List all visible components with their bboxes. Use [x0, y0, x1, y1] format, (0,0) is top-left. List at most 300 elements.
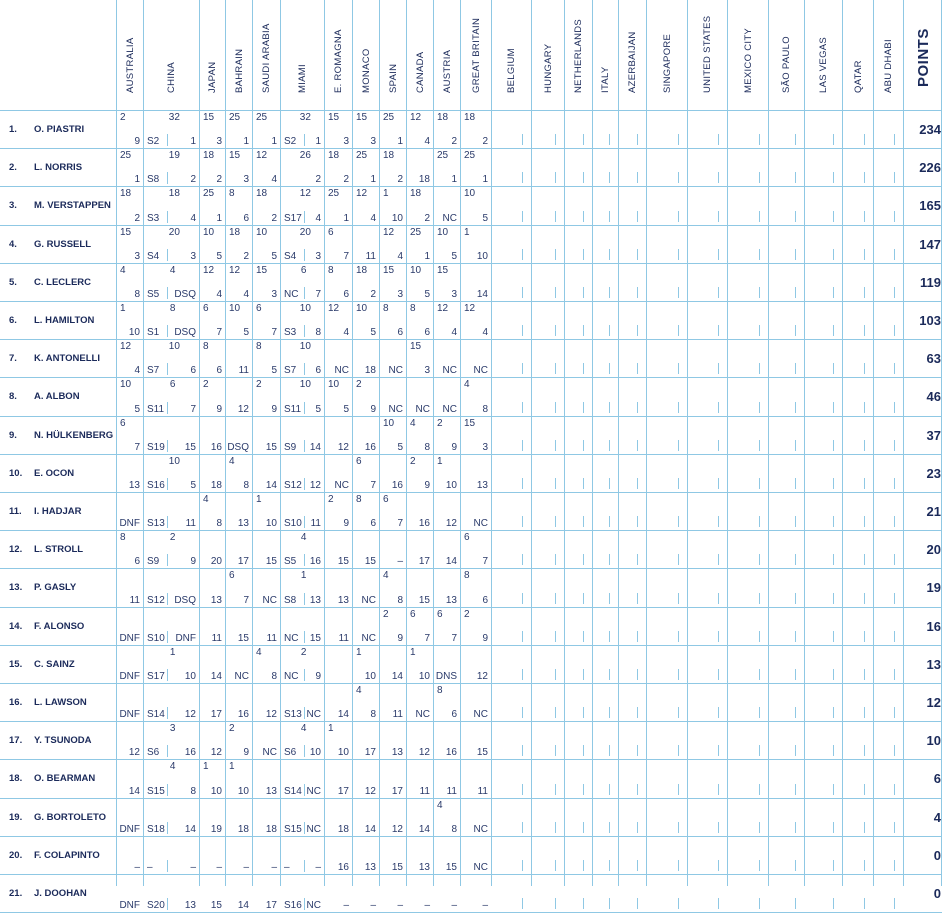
race-header [324, 0, 352, 110]
race-points: 18 [437, 112, 449, 123]
result-cell [491, 530, 531, 568]
race-finish: NC [415, 403, 430, 415]
result-cell [252, 645, 280, 683]
sprint-divider [167, 822, 168, 834]
sprint-divider [167, 516, 168, 528]
empty-result-tick [637, 860, 638, 871]
empty-result-tick [609, 516, 610, 527]
race-finish: 1 [243, 136, 249, 148]
result-cell [352, 377, 379, 415]
result-cell [406, 454, 433, 492]
sprint-result: S9 [147, 556, 160, 568]
driver-name: L. LAWSON [34, 697, 87, 708]
result-cell [143, 301, 199, 339]
race-finish: 1 [370, 174, 376, 186]
empty-result-tick [555, 860, 556, 871]
empty-result-tick [759, 593, 760, 604]
result-cell [768, 263, 804, 301]
sprint-result: S11 [284, 403, 302, 415]
result-cell [280, 836, 324, 874]
result-cell [804, 530, 842, 568]
empty-result-tick [609, 440, 610, 451]
race-finish: 13 [184, 900, 196, 912]
driver-points: 0 [933, 847, 941, 863]
race-points: 26 [299, 150, 311, 162]
empty-result-tick [718, 172, 719, 183]
race-finish: 18 [418, 174, 430, 186]
race-points: 19 [168, 150, 180, 162]
result-cell [646, 416, 687, 454]
race-finish: 12 [184, 709, 196, 721]
result-cell [406, 492, 433, 530]
empty-result-tick [609, 898, 610, 909]
race-header [646, 0, 687, 110]
race-finish: 2 [216, 174, 222, 186]
race-finish: 11 [392, 709, 403, 721]
result-cell [768, 225, 804, 263]
race-points: 4 [169, 264, 176, 276]
race-header-label: GREAT BRITAIN [470, 17, 482, 93]
empty-result-tick [795, 784, 796, 795]
sprint-result: S5 [284, 556, 297, 568]
race-finish: 11 [211, 632, 222, 644]
race-finish: 2 [370, 288, 376, 300]
result-cell [618, 530, 646, 568]
empty-result-tick [522, 822, 523, 833]
sprint-divider [167, 554, 168, 566]
empty-result-tick [894, 631, 895, 642]
race-finish: 10 [265, 518, 277, 530]
result-cell [406, 683, 433, 721]
result-cell [225, 683, 252, 721]
result-cell [433, 377, 460, 415]
empty-result-tick [678, 249, 679, 260]
result-cell [252, 301, 280, 339]
result-cell [842, 683, 873, 721]
empty-result-tick [637, 134, 638, 145]
result-cell [531, 110, 564, 148]
race-finish: NC [442, 365, 457, 377]
empty-result-tick [795, 860, 796, 871]
empty-result-tick [864, 860, 865, 871]
result-cell [116, 683, 143, 721]
empty-result-tick [833, 325, 834, 336]
sprint-divider [304, 593, 305, 605]
result-cell [352, 836, 379, 874]
sprint-divider [304, 325, 305, 337]
sprint-divider [167, 134, 168, 146]
race-finish: 11 [266, 632, 277, 644]
result-cell [433, 263, 460, 301]
driver-points: 12 [926, 695, 941, 710]
race-finish: 15 [237, 632, 249, 644]
race-finish: 9 [451, 441, 457, 453]
result-cell [842, 721, 873, 759]
result-cell [592, 759, 618, 797]
result-cell [768, 568, 804, 606]
empty-result-tick [759, 363, 760, 374]
result-cell [564, 377, 592, 415]
result-cell [460, 798, 491, 836]
result-cell [352, 225, 379, 263]
result-cell [143, 874, 199, 912]
result-cell [491, 492, 531, 530]
result-cell [491, 454, 531, 492]
result-cell [491, 874, 531, 912]
empty-result-tick [795, 593, 796, 604]
result-cell [460, 492, 491, 530]
race-points: 6 [300, 264, 307, 276]
empty-result-tick [678, 707, 679, 718]
driver-position: 3. [9, 200, 17, 212]
result-cell [143, 492, 199, 530]
result-cell [352, 492, 379, 530]
race-finish: 1 [216, 212, 222, 224]
race-finish: 8 [424, 441, 430, 453]
result-cell [199, 416, 225, 454]
result-cell [842, 454, 873, 492]
result-cell [143, 225, 199, 263]
driver-points: 37 [926, 427, 941, 443]
race-points: 4 [169, 761, 176, 773]
race-finish: 15 [391, 861, 403, 873]
result-cell [768, 607, 804, 645]
race-header-label: ABU DHABI [883, 39, 894, 93]
result-cell [199, 225, 225, 263]
result-cell [252, 263, 280, 301]
race-finish: 6 [315, 365, 321, 377]
race-finish: DNF [119, 900, 140, 912]
race-header [873, 0, 903, 110]
sprint-result: S16 [284, 900, 302, 912]
result-cell [804, 225, 842, 263]
result-cell [225, 836, 252, 874]
race-points: 8 [203, 341, 209, 353]
race-finish: – [315, 861, 321, 873]
sprint-divider [167, 593, 168, 605]
result-cell [564, 416, 592, 454]
empty-result-tick [637, 707, 638, 718]
sprint-divider [304, 784, 305, 796]
result-cell [280, 530, 324, 568]
race-finish: 8 [397, 594, 403, 606]
race-finish: – [134, 861, 140, 873]
empty-result-tick [637, 784, 638, 795]
empty-result-tick [894, 669, 895, 680]
result-cell [564, 645, 592, 683]
driver-position: 18. [9, 773, 23, 785]
result-cell [252, 377, 280, 415]
result-cell [225, 492, 252, 530]
empty-result-tick [522, 745, 523, 756]
race-points: 32 [299, 112, 311, 123]
sprint-result: S3 [147, 212, 160, 224]
result-cell [531, 836, 564, 874]
empty-result-tick [795, 554, 796, 565]
result-cell [379, 339, 406, 377]
result-cell [618, 186, 646, 224]
result-cell [324, 186, 352, 224]
result-cell [280, 416, 324, 454]
race-finish: 5 [397, 441, 403, 453]
result-cell [804, 721, 842, 759]
driver-position: 17. [9, 735, 23, 747]
race-points: 25 [229, 112, 241, 123]
empty-result-tick [678, 898, 679, 909]
result-cell [531, 186, 564, 224]
result-cell [618, 454, 646, 492]
result-cell [727, 492, 768, 530]
race-points: 1 [464, 226, 470, 238]
empty-result-tick [522, 669, 523, 680]
result-cell [727, 416, 768, 454]
result-cell [564, 530, 592, 568]
race-finish: 13 [128, 479, 140, 491]
result-cell [379, 263, 406, 301]
result-cell [280, 492, 324, 530]
empty-result-tick [637, 363, 638, 374]
race-points: 25 [356, 150, 368, 162]
result-cell [727, 683, 768, 721]
result-cell [252, 339, 280, 377]
empty-result-tick [678, 134, 679, 145]
result-cell [768, 148, 804, 186]
driver-position: 5. [9, 276, 17, 288]
result-cell [727, 263, 768, 301]
race-finish: 2 [134, 212, 140, 224]
race-header-label: NETHERLANDS [573, 18, 584, 93]
race-points: 18 [383, 150, 395, 162]
result-cell [491, 607, 531, 645]
race-finish: 15 [418, 594, 430, 606]
sprint-divider [167, 249, 168, 261]
result-cell [379, 798, 406, 836]
result-cell [352, 568, 379, 606]
empty-result-tick [555, 784, 556, 795]
driver-name: O. PIASTRI [34, 124, 85, 135]
empty-result-tick [522, 554, 523, 565]
result-cell [352, 416, 379, 454]
empty-result-tick [609, 669, 610, 680]
result-cell [143, 339, 199, 377]
race-finish: 10 [337, 747, 349, 759]
result-cell [379, 530, 406, 568]
race-finish: 15 [265, 441, 277, 453]
empty-result-tick [759, 134, 760, 145]
empty-result-tick [637, 516, 638, 527]
driver-points: 119 [920, 274, 941, 290]
race-finish: – [424, 900, 430, 912]
race-header [252, 0, 280, 110]
race-header [768, 0, 804, 110]
result-cell [143, 836, 199, 874]
result-cell [433, 530, 460, 568]
result-cell [687, 110, 727, 148]
race-finish: 6 [451, 709, 457, 721]
race-points: 6 [410, 608, 416, 620]
empty-result-tick [894, 287, 895, 298]
result-cell [687, 759, 727, 797]
sprint-divider [167, 478, 168, 490]
race-finish: NC [442, 212, 457, 224]
race-finish: NC [473, 861, 488, 873]
driver-name: L. NORRIS [34, 162, 83, 174]
race-finish: 4 [482, 327, 488, 339]
race-finish: 13 [265, 785, 277, 797]
race-points: 12 [356, 188, 368, 200]
empty-result-tick [894, 745, 895, 756]
sprint-divider [167, 363, 168, 375]
empty-result-tick [678, 211, 679, 222]
race-finish: 14 [364, 823, 376, 835]
empty-result-tick [637, 669, 638, 680]
race-finish: DNF [119, 518, 140, 530]
driver-points: 147 [919, 236, 941, 252]
result-cell [531, 492, 564, 530]
result-cell [646, 148, 687, 186]
empty-result-tick [555, 669, 556, 680]
result-cell [379, 416, 406, 454]
driver-name: A. ALBON [34, 391, 80, 403]
race-finish: 12 [265, 709, 277, 721]
result-cell [225, 530, 252, 568]
empty-result-tick [678, 402, 679, 413]
race-finish: 13 [210, 594, 222, 606]
result-cell [491, 148, 531, 186]
result-cell [873, 110, 903, 148]
race-finish: 3 [482, 441, 488, 453]
empty-result-tick [894, 784, 895, 795]
race-finish: 15 [184, 441, 196, 453]
empty-result-tick [864, 669, 865, 680]
race-header [804, 0, 842, 110]
empty-result-tick [894, 402, 895, 413]
empty-result-tick [637, 593, 638, 604]
result-cell [873, 836, 903, 874]
sprint-result: S12 [147, 594, 165, 606]
sprint-divider [304, 249, 305, 261]
result-cell [433, 759, 460, 797]
empty-result-tick [894, 440, 895, 451]
empty-result-tick [894, 172, 895, 183]
race-finish: 5 [343, 403, 349, 415]
race-finish: 3 [134, 250, 140, 262]
empty-result-tick [864, 440, 865, 451]
empty-result-tick [833, 631, 834, 642]
empty-result-tick [795, 745, 796, 756]
race-finish: 8 [271, 670, 277, 682]
driver-points: 46 [926, 389, 941, 405]
driver-name: O. BEARMAN [34, 773, 96, 785]
result-cell [531, 454, 564, 492]
empty-result-tick [583, 631, 584, 642]
result-cell [280, 377, 324, 415]
result-cell [768, 454, 804, 492]
race-header-label: SINGAPORE [661, 33, 673, 93]
result-cell [324, 225, 352, 263]
race-finish: 16 [210, 441, 222, 453]
race-finish: 5 [271, 250, 277, 262]
result-cell [491, 225, 531, 263]
result-cell [352, 530, 379, 568]
driver-name: C. SAINZ [34, 658, 75, 670]
race-points: 8 [169, 303, 176, 314]
result-cell [727, 568, 768, 606]
race-points: 10 [203, 226, 215, 238]
result-cell [199, 759, 225, 797]
result-cell [873, 683, 903, 721]
result-cell [564, 492, 592, 530]
race-points: 4 [256, 646, 262, 658]
race-finish: 4 [271, 174, 277, 186]
empty-result-tick [637, 822, 638, 833]
race-finish: 11 [365, 250, 376, 262]
sprint-result: S8 [147, 174, 160, 186]
result-cell [768, 874, 804, 912]
empty-result-tick [864, 211, 865, 222]
result-cell [727, 225, 768, 263]
result-cell [433, 186, 460, 224]
race-finish: 3 [243, 174, 249, 186]
race-header-label: AUSTRALIA [124, 37, 136, 93]
empty-result-tick [833, 172, 834, 183]
result-cell [460, 339, 491, 377]
race-finish: NC [473, 365, 488, 377]
driver-points: 4 [933, 809, 941, 825]
empty-result-tick [833, 440, 834, 451]
empty-result-tick [795, 211, 796, 222]
result-cell [804, 836, 842, 874]
race-finish: NC [473, 823, 488, 835]
empty-result-tick [522, 593, 523, 604]
empty-result-tick [522, 287, 523, 298]
race-header-label: JAPAN [207, 61, 218, 93]
result-cell [324, 339, 352, 377]
race-finish: 20 [210, 556, 222, 568]
race-finish: 16 [237, 709, 249, 721]
race-header [116, 0, 143, 110]
result-cell [727, 874, 768, 912]
empty-result-tick [894, 249, 895, 260]
race-finish: 5 [271, 365, 277, 377]
race-finish: 15 [337, 556, 349, 568]
result-cell [873, 416, 903, 454]
race-finish: 9 [190, 556, 196, 568]
race-points: 2 [464, 608, 470, 620]
race-finish: 13 [237, 518, 249, 530]
race-finish: 17 [364, 747, 376, 759]
result-cell [433, 645, 460, 683]
result-cell [646, 530, 687, 568]
race-points: 8 [120, 532, 126, 544]
empty-result-tick [609, 287, 610, 298]
result-cell [842, 186, 873, 224]
race-finish: DNF [119, 709, 140, 721]
race-finish: 14 [265, 479, 277, 491]
empty-result-tick [555, 325, 556, 336]
race-points: 4 [464, 379, 470, 391]
driver-points: 10 [926, 733, 941, 749]
result-cell [804, 416, 842, 454]
result-cell [592, 225, 618, 263]
race-points: 25 [120, 150, 132, 162]
race-finish: 7 [482, 556, 488, 568]
empty-result-tick [609, 593, 610, 604]
race-finish: 8 [190, 785, 196, 797]
empty-result-tick [759, 784, 760, 795]
race-points: 8 [256, 341, 262, 353]
race-finish: 9 [134, 136, 140, 148]
